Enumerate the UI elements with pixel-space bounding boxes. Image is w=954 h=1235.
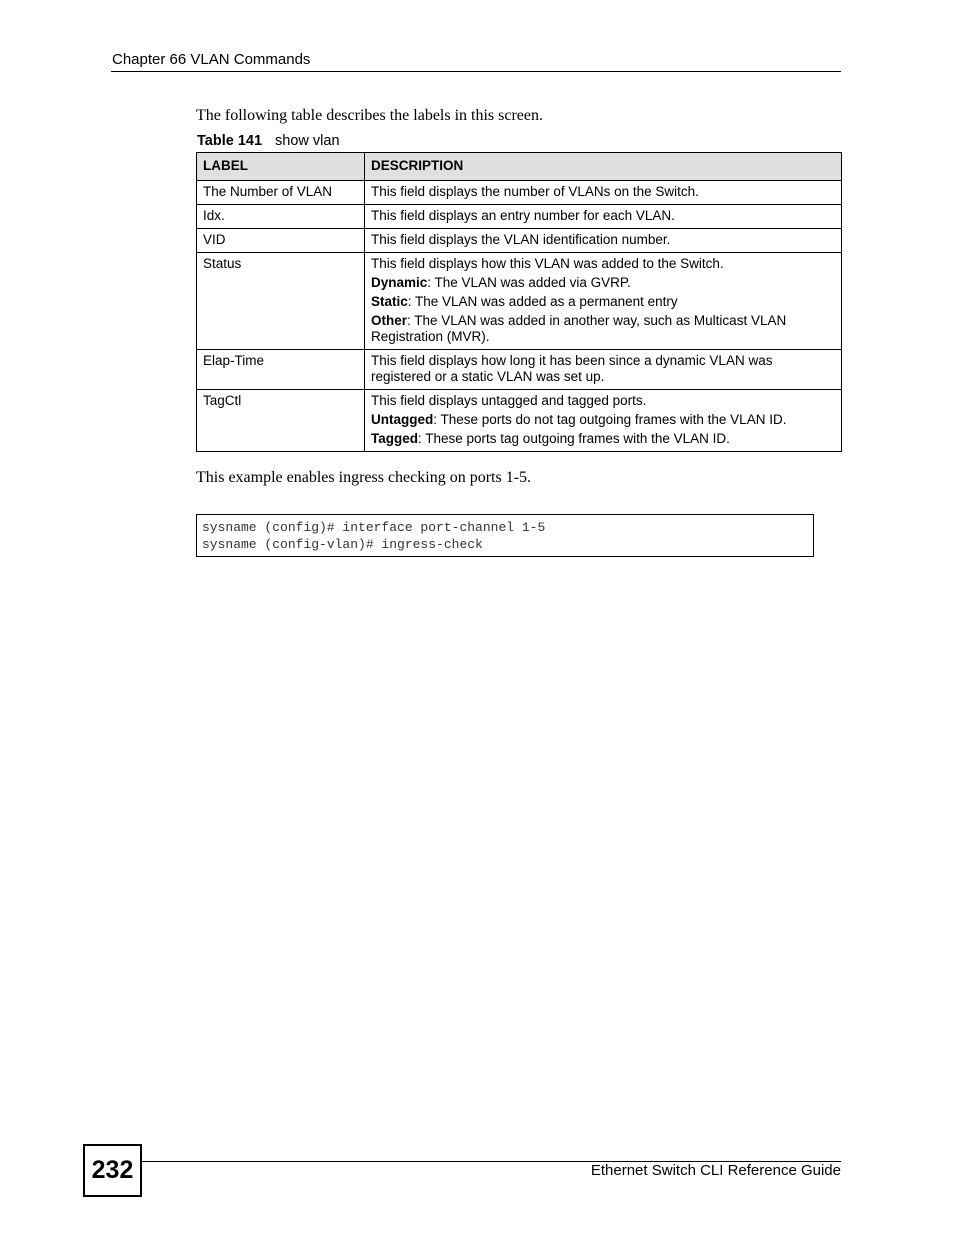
table-header-row [197,153,842,181]
code-line: sysname (config-vlan)# ingress-check [202,537,483,552]
item-term: Other [371,313,408,328]
item-text: : The VLAN was added as a permanent entry [407,294,678,309]
table-row [197,390,842,452]
item-term: Static [371,294,408,309]
table-row [197,253,842,350]
guide-title: Ethernet Switch CLI Reference Guide [590,1162,841,1179]
row-description [365,390,842,452]
row-label: Status [197,253,365,350]
header-rule [111,71,841,72]
row-description: This field displays an entry number for each VLAN. [365,205,842,229]
table-row [197,205,842,229]
page-number: 232 [83,1144,142,1197]
row-label: The Number of VLAN [197,181,365,205]
table-row [197,229,842,253]
description-text: This field displays how this VLAN was added to the Switch. [371,256,724,271]
table-row [197,350,842,390]
table-caption [197,133,340,149]
table-caption-number: Table 141 [197,133,263,149]
item-text: : The VLAN was added via GVRP. [427,275,631,290]
code-block [196,514,814,557]
row-label: TagCtl [197,390,365,452]
row-label: Elap-Time [197,350,365,390]
description-text: This field displays untagged and tagged ports. [371,393,647,408]
table-row [197,181,842,205]
description-item [371,294,835,310]
item-term: Dynamic [371,275,428,290]
description-item [371,275,835,291]
description-item [371,313,835,345]
table-caption-title: show vlan [275,133,340,149]
labels-table [196,152,842,452]
row-label: VID [197,229,365,253]
item-term: Tagged [371,431,418,446]
item-text: : These ports do not tag outgoing frames with the VLAN ID. [433,412,787,427]
intro-paragraph: The following table describes the labels in this screen. [196,107,544,124]
description-item [371,431,835,447]
row-description: This field displays the VLAN identification number. [365,229,842,253]
row-label: Idx. [197,205,365,229]
column-header-label: LABEL [197,153,365,181]
row-description [365,253,842,350]
example-paragraph: This example enables ingress checking on ports 1-5. [196,469,532,486]
item-text: : The VLAN was added in another way, such as Multicast VLAN Registration (MVR). [371,313,787,344]
row-description: This field displays the number of VLANs on the Switch. [365,181,842,205]
item-text: : These ports tag outgoing frames with the VLAN ID. [418,431,730,446]
description-item [371,412,835,428]
row-description: This field displays how long it has been since a dynamic VLAN was registered or a static VLAN was set up. [365,350,842,390]
item-term: Untagged [371,412,434,427]
chapter-header: Chapter 66 VLAN Commands [112,51,311,68]
column-header-description: DESCRIPTION [365,153,842,181]
code-line: sysname (config)# interface port-channel 1-5 [202,520,546,535]
